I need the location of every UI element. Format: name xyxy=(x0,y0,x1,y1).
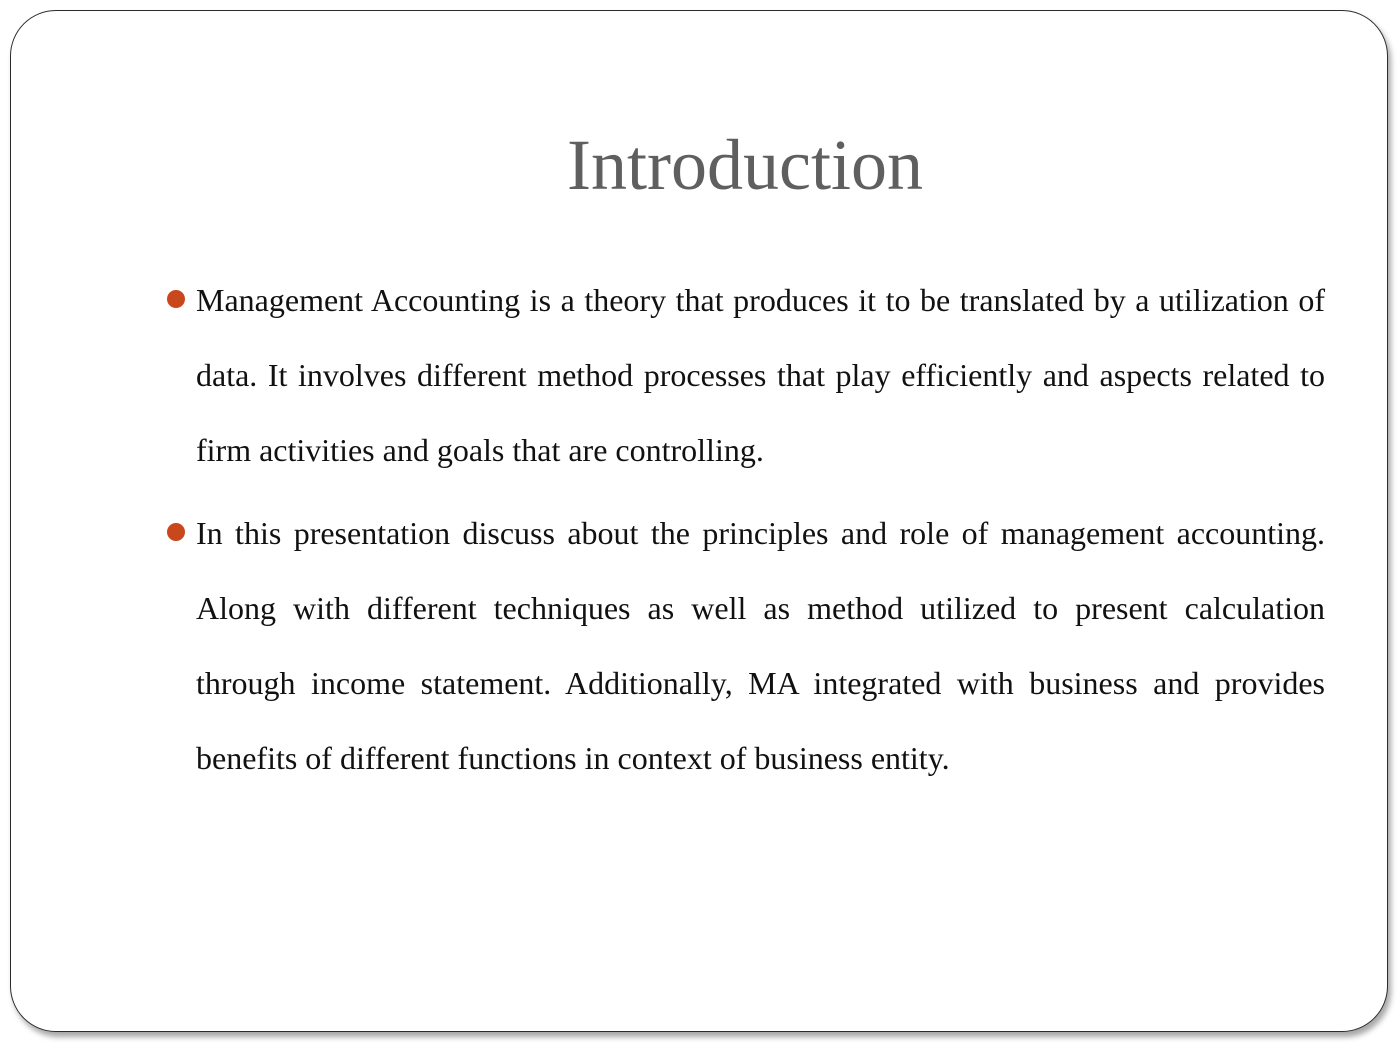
slide-frame xyxy=(10,10,1388,1032)
bullet-item-1 xyxy=(186,263,1325,488)
bullet-dot-icon xyxy=(167,290,185,308)
bullet-text-2: In this presentation discuss about the principles and role of management accounting. Along with different techniques as well as method utilized to present calculation through income statement. Additionally, MA integrated with business and provides benefits of different functions in context of business entity. xyxy=(196,515,1325,776)
bullet-dot-icon xyxy=(167,523,185,541)
bullet-list xyxy=(186,263,1325,804)
slide-title: Introduction xyxy=(567,125,923,205)
bullet-text-1: Management Accounting is a theory that produces it to be translated by a utilization of data. It involves different method processes that play efficiently and aspects related to firm activities and goals that are controlling. xyxy=(196,282,1325,468)
bullet-item-2 xyxy=(186,496,1325,796)
